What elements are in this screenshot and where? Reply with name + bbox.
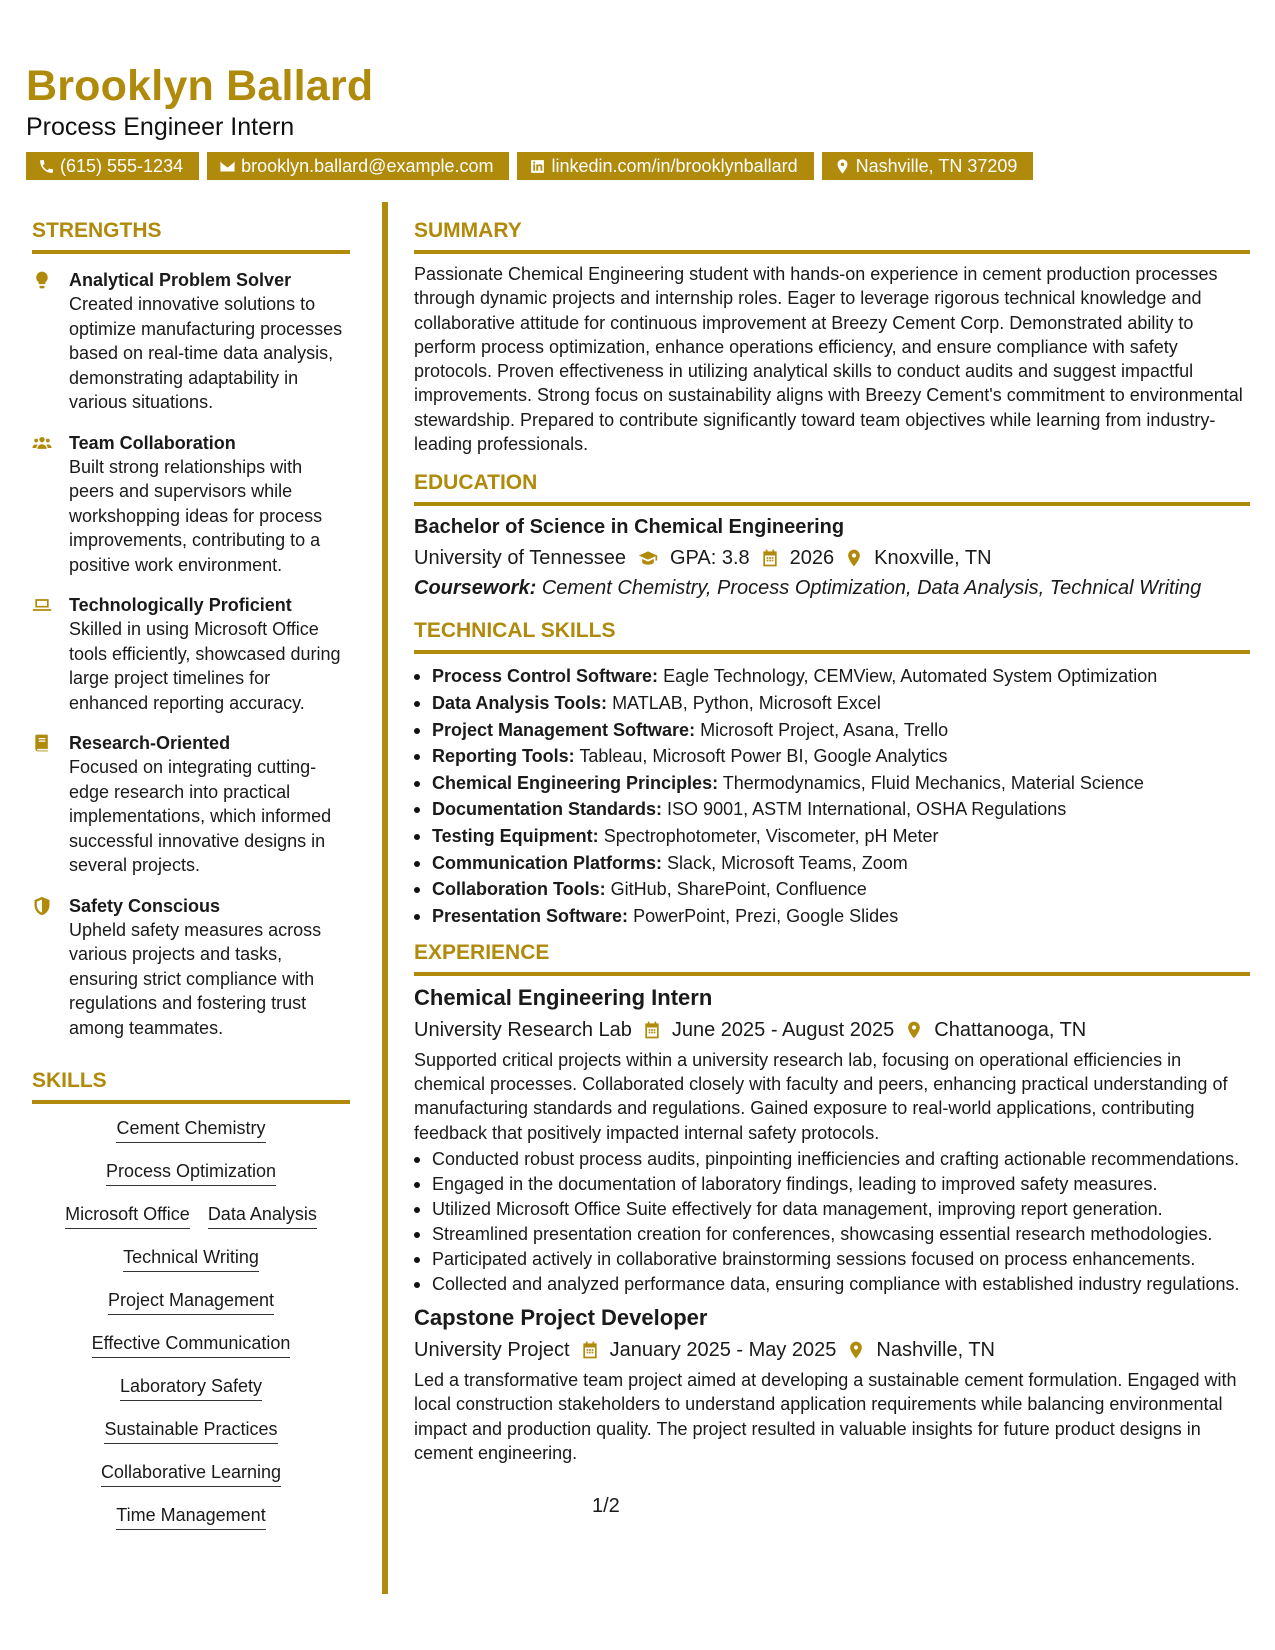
coursework [414, 574, 1250, 602]
technical-skills-heading: TECHNICAL SKILLS [414, 618, 1250, 654]
users-icon [32, 433, 52, 453]
strengths-heading: STRENGTHS [32, 218, 350, 254]
job-org: University Project [414, 1338, 570, 1361]
education-heading: EDUCATION [414, 470, 1250, 506]
list-item: Collected and analyzed performance data, ensuring compliance with established industry regulations. [414, 1272, 1250, 1296]
degree-title: Bachelor of Science in Chemical Engineering [414, 516, 845, 539]
list-item: Process Control Software: Eagle Technology, CEMView, Automated System Optimization [414, 664, 1250, 688]
candidate-name: Brooklyn Ballard [26, 62, 374, 110]
list-item: Engaged in the documentation of laboratory findings, leading to improved safety measures. [414, 1172, 1250, 1196]
map-pin-icon [834, 158, 851, 175]
skill-tag: Collaborative Learning [101, 1460, 281, 1487]
job-description: Supported critical projects within a university research lab, focusing on operational efficiencies in chemical processes. Collaborated closely with faculty and peers, enhancing practical understanding of manufacturing standards and regulations. Gained exposure to real-world applications, contributing feedback that positively impacted internal safety protocols. [414, 1049, 1228, 1143]
skill-tag: Time Management [116, 1503, 265, 1530]
school-name: University of Tennessee [414, 547, 626, 570]
school-location: Knoxville, TN [874, 547, 992, 570]
strength-desc: Focused on integrating cutting-edge research into practical implementations, which informed successful innovative designs in several projects. [69, 757, 332, 875]
list-item: Utilized Microsoft Office Suite effectively for data management, improving report generation. [414, 1197, 1250, 1221]
list-item: Conducted robust process audits, pinpointing inefficiencies and crafting actionable recommendations. [414, 1147, 1250, 1171]
strength-item [32, 268, 350, 415]
calendar-icon [760, 548, 780, 568]
skill-tag: Sustainable Practices [104, 1417, 277, 1444]
linkedin-text: linkedin.com/in/brooklynballard [551, 156, 798, 176]
coursework-label: Coursework: [414, 577, 537, 600]
skill-tag: Laboratory Safety [120, 1374, 262, 1401]
list-item: Communication Platforms: Slack, Microsoft Teams, Zoom [414, 851, 1250, 875]
job-bullets [414, 1147, 1250, 1296]
page-number: 1/2 [592, 1495, 620, 1517]
strength-item [32, 894, 350, 1041]
experience-section [414, 940, 1250, 1465]
strength-item [32, 431, 350, 578]
job-description: Led a transformative team project aimed at developing a sustainable cement formulation. Engaged with local construction stakeholders to understand application requirements while balancing environmental impact and production quality. The project resulted in valuable insights for future product designs in cement engineering. [414, 1369, 1237, 1463]
list-item: Project Management Software: Microsoft Project, Asana, Trello [414, 718, 1250, 742]
skills-section [32, 1068, 350, 1546]
contact-email[interactable] [207, 152, 509, 180]
column-divider [382, 202, 388, 1594]
list-item: Testing Equipment: Spectrophotometer, Viscometer, pH Meter [414, 824, 1250, 848]
summary-heading: SUMMARY [414, 218, 1250, 254]
technical-skills-list [414, 664, 1250, 927]
map-pin-icon [844, 548, 864, 568]
linkedin-icon [529, 158, 546, 175]
job-location: Chattanooga, TN [934, 1018, 1087, 1041]
job-dates: January 2025 - May 2025 [609, 1338, 837, 1361]
calendar-icon [580, 1340, 600, 1360]
strength-desc: Built strong relationships with peers and supervisors while workshopping ideas for process improvements, contributing to a positive work environment. [69, 456, 323, 575]
list-item: Data Analysis Tools: MATLAB, Python, Microsoft Excel [414, 691, 1250, 715]
list-item: Participated actively in collaborative brainstorming sessions focused on process enhancements. [414, 1247, 1250, 1271]
lightbulb-icon [32, 270, 52, 290]
strength-desc: Upheld safety measures across various projects and tasks, ensuring strict compliance with regulations and fostering trust among teammates. [69, 919, 322, 1038]
summary-text: Passionate Chemical Engineering student with hands-on experience in cement production processes through dynamic projects and internship roles. Eager to leverage rigorous technical knowledge and collaborative attitude for continuous improvement at Breezy Cement Corp. Demonstrated ability to perform process optimization, enhance operations efficiency, and ensure compliance with safety protocols. Proven effectiveness in utilizing analytical skills to conduct audits and suggest impactful improvements. Strong focus on sustainability aligns with Breezy Cement's commitment to environmental stewardship. Prepared to contribute significantly toward team objectives while learning from industry-leading professionals. [414, 264, 1243, 455]
summary-section [414, 218, 1250, 456]
skill-tag: Cement Chemistry [116, 1116, 265, 1143]
contact-phone[interactable] [26, 152, 199, 180]
job-entry [414, 1304, 1250, 1465]
gpa: GPA: 3.8 [669, 547, 750, 570]
graduation-year: 2026 [789, 547, 835, 570]
skill-tag: Technical Writing [123, 1245, 259, 1272]
location-text: Nashville, TN 37209 [855, 156, 1018, 176]
right-column [414, 218, 1250, 1465]
skill-tag: Data Analysis [208, 1202, 317, 1229]
book-icon [32, 733, 52, 753]
strength-desc: Created innovative solutions to optimize manufacturing processes based on real-time data analysis, demonstrating adaptability in various situations. [69, 294, 343, 412]
strength-title: Safety Conscious [69, 895, 221, 916]
list-item: Documentation Standards: ISO 9001, ASTM International, OSHA Regulations [414, 797, 1250, 821]
contact-location [822, 152, 1034, 180]
phone-text: (615) 555-1234 [60, 156, 184, 176]
strength-title: Team Collaboration [69, 432, 236, 453]
education-section [414, 470, 1250, 602]
skill-tag: Process Optimization [106, 1159, 276, 1186]
list-item: Reporting Tools: Tableau, Microsoft Power BI, Google Analytics [414, 744, 1250, 768]
map-pin-icon [904, 1020, 924, 1040]
resume-header [26, 62, 1256, 142]
technical-skills-section [414, 618, 1250, 927]
candidate-title: Process Engineer Intern [26, 113, 295, 141]
job-meta [414, 1336, 1250, 1364]
experience-heading: EXPERIENCE [414, 940, 1250, 976]
strength-item [32, 593, 350, 715]
strengths-list [32, 268, 350, 1040]
job-org: University Research Lab [414, 1018, 632, 1041]
laptop-icon [32, 595, 52, 615]
job-location: Nashville, TN [876, 1338, 995, 1361]
strength-title: Analytical Problem Solver [69, 270, 292, 290]
list-item: Presentation Software: PowerPoint, Prezi, Google Slides [414, 904, 1250, 928]
list-item: Streamlined presentation creation for conferences, showcasing essential research methodologies. [414, 1222, 1250, 1246]
left-column [32, 218, 350, 1546]
strength-desc: Skilled in using Microsoft Office tools efficiently, showcased during large project timelines for enhanced reporting accuracy. [69, 619, 341, 713]
list-item: Collaboration Tools: GitHub, SharePoint, Confluence [414, 877, 1250, 901]
graduation-cap-icon [636, 548, 660, 568]
skills-heading: SKILLS [32, 1068, 350, 1104]
job-title: Capstone Project Developer [414, 1304, 708, 1330]
map-pin-icon [846, 1340, 866, 1360]
skill-tag: Microsoft Office [65, 1202, 190, 1229]
envelope-icon [219, 158, 236, 175]
skills-list [32, 1116, 350, 1546]
phone-icon [38, 158, 55, 175]
coursework-list: Cement Chemistry, Process Optimization, Data Analysis, Technical Writing [541, 577, 1202, 600]
calendar-icon [642, 1020, 662, 1040]
job-entry [414, 984, 1250, 1296]
strength-item [32, 731, 350, 878]
list-item: Chemical Engineering Principles: Thermodynamics, Fluid Mechanics, Material Science [414, 771, 1250, 795]
strength-title: Research-Oriented [69, 733, 231, 753]
job-dates: June 2025 - August 2025 [671, 1018, 895, 1041]
contact-linkedin[interactable] [517, 152, 813, 180]
job-meta [414, 1016, 1250, 1044]
shield-icon [32, 896, 52, 916]
email-text: brooklyn.ballard@example.com [241, 156, 494, 176]
job-title: Chemical Engineering Intern [414, 984, 713, 1010]
strength-title: Technologically Proficient [69, 595, 292, 615]
education-meta [414, 544, 1250, 572]
skill-tag: Effective Communication [92, 1331, 291, 1358]
contact-bar [26, 152, 1033, 180]
skill-tag: Project Management [108, 1288, 274, 1315]
